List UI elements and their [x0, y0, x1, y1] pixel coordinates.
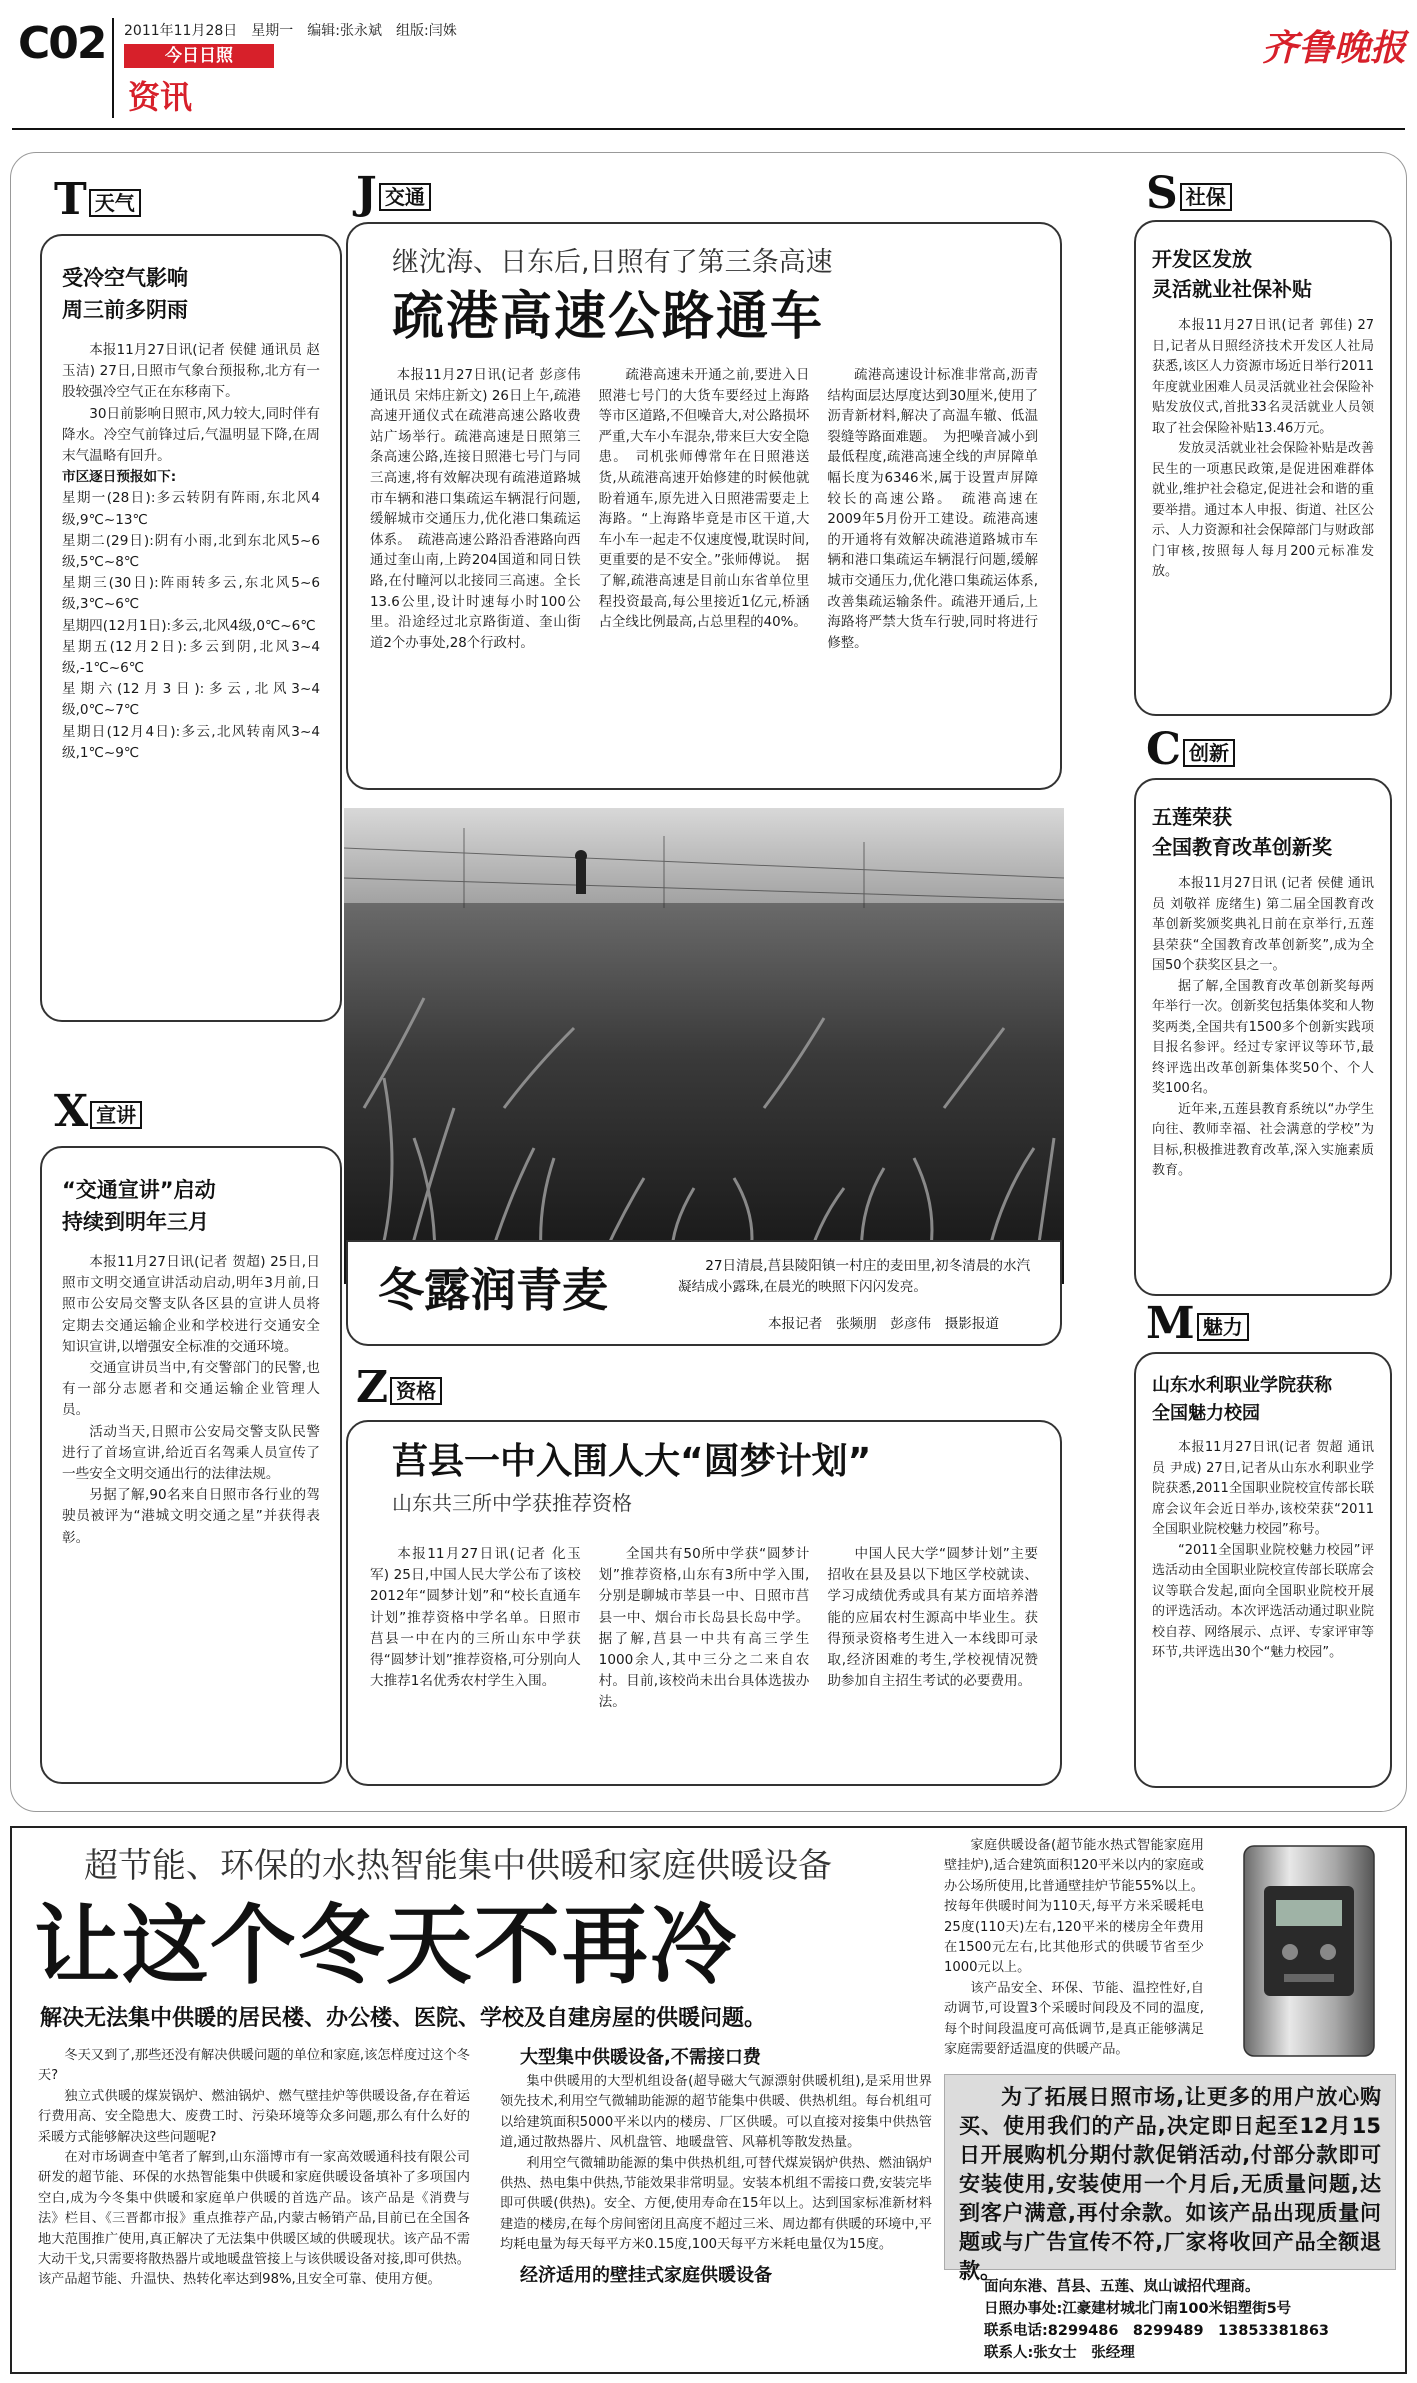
ad-promo-box — [944, 2074, 1396, 2283]
qualification-col-3: 中国人民大学“圆梦计划”主要招收在县及县以下地区学校就读、学习成绩优秀或具有某方面培养潜能的应届农村生源高中毕业生。获得预录资格考生进入一本线即可录取,经济困难的考生,学校视情况赞助参加自主招生考试的必要费用。 — [827, 1546, 1039, 1690]
ad-sec1-title: 大型集中供暖设备,不需接口费 — [520, 2047, 761, 2068]
innovation-box — [1134, 778, 1392, 1296]
weather-forecast-item: 星期一(28日):多云转阴有阵雨,东北风4级,9℃~13℃ — [62, 490, 320, 528]
ad-contact-phone: 联系电话:8299486 8299489 13853381863 — [984, 2323, 1330, 2339]
weather-section-label — [54, 174, 141, 225]
weather-headline-2: 周三前多阴雨 — [62, 298, 188, 322]
weather-forecast-item: 星期六(12月3日):多云,北风3~4级,0℃~7℃ — [62, 681, 320, 719]
social-headline-2: 灵活就业社保补贴 — [1152, 277, 1312, 301]
innovation-headline-2: 全国教育改革创新奖 — [1152, 835, 1332, 859]
social-box — [1134, 220, 1392, 716]
qualification-name: 资格 — [390, 1377, 442, 1405]
ad-intro-p3: 在对市场调查中笔者了解到,山东淄博市有一家高效暖通科技有限公司研发的超节能、环保的水热智能集中供暖和家庭供暖设备填补了多项国内空白,成为今冬集中供暖和家庭单户供暖的首选产品。该产品是《消费与法》栏目、《三晋都市报》重点推荐产品,内蒙古畅销产品,目前已在全国各地大范围推广使用,真正解决了无法集中供暖区域的供暖现状。该产品不需大动干戈,只需要将散热器片或地暖盘管接上与该供暖设备对接,即可供热。该产品超节能、升温快、热转化率达到98%,且安全可靠、使用方便。 — [38, 2150, 470, 2288]
ad-sec1-p1: 集中供暖用的大型机组设备(超导磁大气源漂射供暖机组),是采用世界领先技术,利用空气微辅助能源的超节能集中供暖、供热机组。每台机组可以给建筑面积5000平米以内的楼房、厂区供暖。可以直接对接集中供热管道,通过散热器片、风机盘管、地暖盘管、风幕机等散发热量。 — [500, 2074, 932, 2151]
weather-forecast-item: 星期二(29日):阴有小雨,北到东北风5~6级,5℃~8℃ — [62, 532, 320, 571]
weather-forecast-item: 星期五(12月2日):多云到阴,北风3~4级,-1℃~6℃ — [62, 638, 320, 677]
innovation-body — [1152, 874, 1374, 1182]
traffic-section-label — [356, 168, 431, 219]
ad-contact — [984, 2276, 1394, 2364]
qualification-col-2: 全国共有50所中学获“圆梦计划”推荐资格,山东有3所中学入围,分别是聊城市莘县一中、日照市莒县一中、烟台市长岛县长岛中学。据了解,莒县一中共有高三学生1000余人,其中三分之二来自农村。目前,该校尚未出台具体选拔办法。 — [598, 1546, 810, 1711]
publicity-p2: 交通宣讲员当中,有交警部门的民警,也有一部分志愿者和交通运输企业管理人员。 — [62, 1360, 320, 1419]
weather-forecast-item: 星期日(12月4日):多云,北风转南风3~4级,1℃~9℃ — [62, 723, 320, 761]
weather-name: 天气 — [89, 189, 141, 217]
traffic-subtitle: 继沈海、日东后,日照有了第三条高速 — [392, 247, 833, 278]
charm-name: 魅力 — [1197, 1313, 1249, 1341]
publicity-headline-2: 持续到明年三月 — [62, 1210, 209, 1234]
weather-forecast-item: 星期三(30日):阵雨转多云,东北风5~6级,3℃~6℃ — [62, 575, 320, 613]
section-tag: 今日日照 — [124, 44, 274, 68]
date-line: 2011年11月28日 星期一 编辑:张永斌 组版:闫姝 — [124, 23, 457, 39]
wheat-field-photo — [344, 808, 1064, 1284]
social-section-label — [1146, 168, 1232, 219]
social-name: 社保 — [1180, 183, 1232, 211]
weather-p1: 本报11月27日讯(记者 侯健 通讯员 赵玉洁) 27日,日照市气象台预报称,北方有一股较强冷空气正在东移南下。 — [62, 342, 320, 401]
qualification-subtitle: 山东共三所中学获推荐资格 — [392, 1491, 632, 1515]
publicity-p1: 本报11月27日讯(记者 贺超) 25日,日照市文明交通宣讲活动启动,明年3月前,日照市公安局交警支队各区县的宣讲人员将定期去交通运输企业和学校进行交通安全知识宣讲,以增强安全标准的交通环境。 — [62, 1254, 320, 1355]
publicity-p4: 另据了解,90名来自日照市各行业的驾驶员被评为“港城文明交通之星”并获得表彰。 — [62, 1487, 320, 1546]
publicity-p3: 活动当天,日照市公安局交警支队民警进行了首场宣讲,给近百名驾乘人员宣传了一些安全文明交通出行的法律法规。 — [62, 1423, 320, 1483]
photo-caption-box — [346, 1240, 1062, 1346]
traffic-col-1: 本报11月27日讯(记者 彭彦伟 通讯员 宋炜庄新文) 26日上午,疏港高速开通仪式在疏港高速公路收费站广场举行。疏港高速是日照第三条高速公路,连接日照港七号门与同三高速,将有效解决现有疏港道路城市车辆和港口集疏运车辆混行问题,缓解城市交通压力,优化港口集疏运体系。 疏港高速公路沿香港路向西通过奎山南,上跨204国道和同日铁路,在付疃河以北接同三高速。全长13.6公里,设计时速每小时100公里。沿途经过北京路街道、奎山街道2个办事处,28个行政村。 — [370, 368, 581, 651]
publicity-body — [62, 1252, 320, 1549]
traffic-columns — [370, 366, 1038, 654]
news-photo — [344, 808, 1064, 1284]
innovation-name: 创新 — [1183, 739, 1235, 767]
ad-promo-text: 为了拓展日照市场,让更多的用户放心购买、使用我们的产品,决定即日起至12月15日开展购机分期付款促销活动,付部分款即可安装使用,安装使用一个月后,无质量问题,达到客户满意,再付余款。如该产品出现质量问题或与广告宣传不符,厂家将收回产品全额退款。 — [959, 2085, 1381, 2283]
masthead-divider — [112, 18, 114, 118]
ad-middle-column — [500, 2044, 932, 2290]
ad-sec1-p2: 利用空气微辅助能源的集中供热机组,可替代煤炭锅炉供热、燃油锅炉供热、热电集中供热,节能效果非常明显。安装本机组不需接口费,安装完毕即可供暖(供热)。安全、方便,使用寿命在15年以上。达到国家标准新材料建造的楼房,在每个房间密闭且高度不超过三米、周边都有供暖的环境中,平均耗电量为每天每平方米0.15度,100天每平方米耗电量仅为15度。 — [500, 2155, 932, 2253]
qualification-letter: Z — [356, 1362, 389, 1413]
traffic-col-2: 疏港高速未开通之前,要进入日照港七号门的大货车要经过上海路等市区道路,不但噪音大,对公路损坏严重,大车小车混杂,带来巨大安全隐患。 司机张师傅常年在日照港送货,从疏港高速开始修建的时候他就盼着通车,原先进入日照港需要走上海路。“上海路毕竟是市区干道,大车小车一起走不仅速度慢,耽误时间,更重要的是不安全。”张师傅说。 据了解,疏港高速是目前山东省单位里程投资最高,每公里接近1亿元,桥涵占全线比例最高,占总里程的40%。 — [598, 368, 810, 631]
heater-unit-icon — [1224, 1836, 1394, 2066]
charm-box — [1134, 1352, 1392, 1788]
ad-tagline: 解决无法集中供暖的居民楼、办公楼、医院、学校及自建房屋的供暖问题。 — [40, 2006, 767, 2031]
innovation-p2: 据了解,全国教育改革创新奖每两年举行一次。创新奖包括集体奖和人物奖两类,全国共有1500多个创新实践项目报名参评。经过专家评议等环节,最终评选出改革创新集体奖50个、个人奖100名。 — [1152, 978, 1374, 1096]
weather-box — [40, 234, 342, 1022]
qualification-box — [346, 1420, 1062, 1786]
ad-intro-p1: 冬天又到了,那些还没有解决供暖问题的单位和家庭,该怎样度过这个冬天? — [38, 2048, 470, 2084]
social-p2: 发放灵活就业社会保险补贴是改善民生的一项惠民政策,是促进困难群体就业,维护社会稳定,促进社会和谐的重要举措。通过本人申报、街道、社区公示、人力资源和社会保障部门与财政部门审核,按照每人每月200元标准发放。 — [1152, 441, 1374, 579]
product-image — [1224, 1836, 1394, 2066]
charm-headline-2: 全国魅力校园 — [1152, 1403, 1260, 1424]
traffic-headline: 疏港高速公路通车 — [392, 287, 825, 347]
innovation-headline-1: 五莲荣获 — [1152, 805, 1232, 829]
ad-contact-person: 联系人:张女士 张经理 — [984, 2345, 1135, 2361]
traffic-col-3: 疏港高速设计标准非常高,沥青结构面层达厚度达到30厘米,使用了沥青新材料,解决了高温车辙、低温裂缝等路面难题。 为把噪音减小到最低程度,疏港高速全线的声屏障单幅长度为6346米,属于设置声屏障较长的高速公路。 疏港高速在2009年5月份开工建设。疏港高速的开通将有效解决疏港道路城市车辆和港口集疏运车辆混行问题,缓解城市交通压力,优化港口集疏运体系,改善集疏运输条件。疏港开通后,上海路将严禁大货车行驶,同时将进行修整。 — [827, 368, 1039, 651]
innovation-letter: C — [1146, 724, 1182, 775]
innovation-p3: 近年来,五莲县教育系统以“办学生向往、教师幸福、社会满意的学校”为目标,积极推进教育改革,深入实施素质教育。 — [1152, 1101, 1374, 1178]
weather-letter: T — [54, 174, 87, 225]
social-p1: 本报11月27日讯(记者 郭佳) 27日,记者从日照经济技术开发区人社局获悉,该区人力资源市场近日举行2011年度就业困难人员灵活就业社会保险补贴发放仪式,首批33名灵活就业人员领取了社会保险补贴13.46万元。 — [1152, 318, 1374, 436]
charm-letter: M — [1146, 1298, 1195, 1349]
qualification-col-1: 本报11月27日讯(记者 化玉军) 25日,中国人民大学公布了该校2012年“圆梦计划”和“校长直通车计划”推荐资格中学名单。日照市莒县一中在内的三所山东中学获得“圆梦计划”推荐资格,可分别向人大推荐1名优秀农村学生入围。 — [370, 1546, 581, 1690]
brand-logo: 齐鲁晚报 — [1262, 27, 1407, 69]
ad-sec2-p2: 该产品安全、环保、节能、温控性好,自动调节,可设置3个采暖时间段及不同的温度,每个时间段温度可高低调节,是真正能够满足家庭需要舒适温度的供暖产品。 — [944, 1980, 1204, 2058]
weather-forecast-title: 市区逐日预报如下: — [62, 469, 177, 486]
ad-sec1-body — [500, 2072, 932, 2256]
ad-headline: 让这个冬天不再冷 — [34, 1896, 738, 1996]
publicity-section-label — [54, 1086, 142, 1137]
weather-body — [62, 340, 320, 764]
social-headline-1: 开发区发放 — [1152, 247, 1252, 271]
ad-contact-office: 日照办事处:江豪建材城北门南100米铝塑街5号 — [984, 2301, 1292, 2317]
ad-contact-agents: 面向东港、莒县、五莲、岚山诚招代理商。 — [984, 2279, 1260, 2295]
charm-p1: 本报11月27日讯(记者 贺超 通讯员 尹成) 27日,记者从山东水利职业学院获悉,2011全国职业院校宣传部长联席会议年会近日举办,该校荣获“2011全国职业院校魅力校园”称号。 — [1152, 1440, 1374, 1537]
qualification-section-label — [356, 1362, 442, 1413]
weather-headline-1: 受冷空气影响 — [62, 266, 188, 290]
innovation-p1: 本报11月27日讯 (记者 侯健 通讯员 刘敬祥 庞绪生) 第二届全国教育改革创新奖颁奖典礼日前在京举行,五莲县荣获“全国教育改革创新奖”,成为全国50个获奖区县之一。 — [1152, 876, 1374, 973]
social-body — [1152, 316, 1374, 583]
masthead-rule — [12, 128, 1405, 130]
photo-credit: 本报记者 张频朋 彭彦伟 摄影报道 — [768, 1316, 1000, 1332]
ad-subtitle: 超节能、环保的水热智能集中供暖和家庭供暖设备 — [84, 1846, 832, 1886]
photo-caption: 27日清晨,莒县陵阳镇一村庄的麦田里,初冬清晨的水汽凝结成小露珠,在晨光的映照下闪闪发亮。 — [678, 1258, 1031, 1295]
ad-sec2-body — [944, 1836, 1204, 2060]
social-letter: S — [1146, 168, 1178, 219]
charm-p2: “2011全国职业院校魅力校园”评选活动由全国职业院校宣传部长联席会议等联合发起,面向全国职业院校开展的评选活动。本次评选活动通过职业院校自荐、网络展示、点评、专家评审等环节,共评选出30个“魅力校园”。 — [1152, 1542, 1374, 1660]
traffic-box — [346, 222, 1062, 790]
traffic-letter: J — [356, 168, 377, 219]
ad-intro — [38, 2046, 470, 2291]
weather-forecast-item: 星期四(12月1日):多云,北风4级,0℃~6℃ — [62, 617, 316, 634]
traffic-name: 交通 — [379, 183, 431, 211]
publicity-headline-1: “交通宣讲”启动 — [62, 1178, 216, 1202]
innovation-section-label — [1146, 724, 1235, 775]
section-title: 资讯 — [128, 78, 193, 116]
charm-headline-1: 山东水利职业学院获称 — [1152, 1375, 1332, 1396]
qualification-columns — [370, 1544, 1038, 1714]
page-number: C02 — [18, 18, 106, 69]
charm-body — [1152, 1438, 1374, 1664]
masthead — [0, 0, 1417, 130]
publicity-name: 宣讲 — [90, 1101, 142, 1129]
ad-intro-p2: 独立式供暖的煤炭锅炉、燃油锅炉、燃气壁挂炉等供暖设备,存在着运行费用高、安全隐患大、废费工时、污染环境等众多问题,那么有什么好的采暖方式能够解决这些问题呢? — [38, 2088, 470, 2145]
publicity-box — [40, 1146, 342, 1784]
publicity-letter: X — [54, 1086, 89, 1137]
weather-p2: 30日前影响日照市,风力较大,同时伴有降水。冷空气前锋过后,气温明显下降,在周末气温略有回升。 — [62, 405, 320, 465]
charm-section-label — [1146, 1298, 1249, 1349]
ad-sec2-title: 经济适用的壁挂式家庭供暖设备 — [520, 2264, 772, 2286]
photo-title: 冬露润青麦 — [378, 1263, 608, 1317]
qualification-headline: 莒县一中入围人大“圆梦计划” — [392, 1441, 872, 1482]
ad-sec2-p1: 家庭供暖设备(超节能水热式智能家庭用壁挂炉),适合建筑面积120平米以内的家庭或办公场所使用,比普通壁挂炉节能55%以上。按每年供暖时间为110天,每平方米采暖耗电25度(110天)左右,120平米的楼房全年费用在1500元左右,比其他形式的供暖节省至少1000元以上。 — [944, 1838, 1204, 1976]
